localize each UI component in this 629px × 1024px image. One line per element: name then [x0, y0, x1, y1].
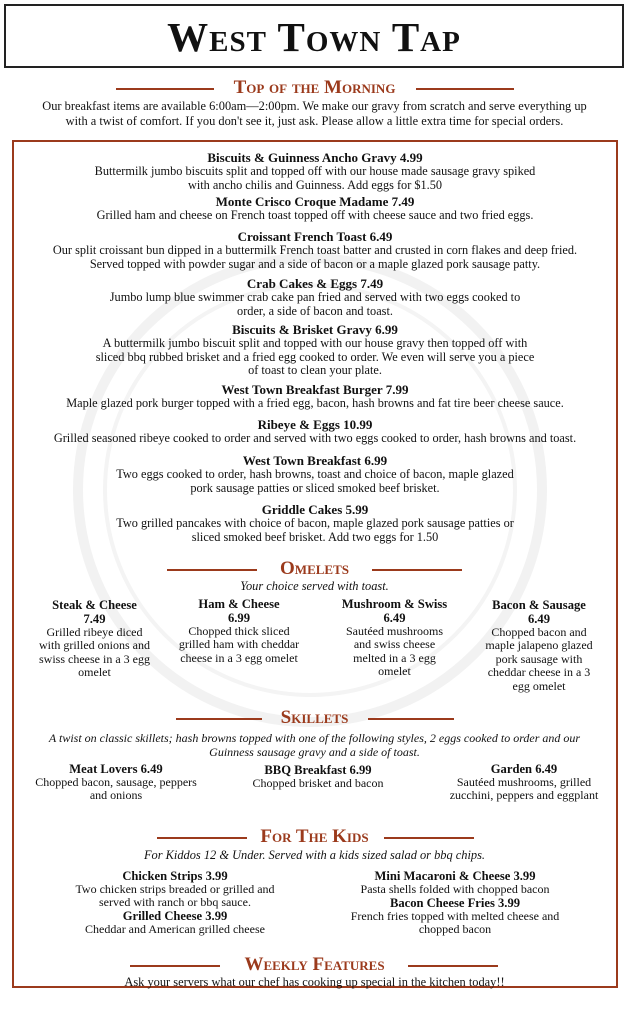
omelet-item: Ham & Cheese 6.99 Chopped thick sliced grilled ham with cheddar cheese in a 3 egg omelet: [178, 597, 300, 665]
weekly-text: Ask your servers what our chef has cooking up special in the kitchen today!!: [124, 975, 505, 989]
menu-item: West Town Breakfast Burger 7.99 Maple glazed pork burger topped with a fried egg, bacon, hash browns and fat tire beer cheese sauce.: [66, 382, 564, 410]
omelets-intro: Your choice served with toast.: [240, 579, 389, 593]
omelet-item: Bacon & Sausage 6.49 Chopped bacon and maple jalapeno glazed pork sausage with cheddar cheese in a 3 egg omelet: [485, 598, 593, 693]
section-header-omelets: Omelets: [0, 558, 629, 580]
section-header-kids: For The Kids: [0, 826, 629, 848]
morning-intro: Our breakfast items are available 6:00am—2:00pm. We make our gravy from scratch and serve everything up with a twist of comfort. If you don't see it, just ask. Please allow a little extra time for special orders.: [42, 99, 587, 128]
kids-item: Bacon Cheese Fries 3.99 French fries topped with melted cheese and chopped bacon: [350, 896, 560, 937]
kids-intro: For Kiddos 12 & Under. Served with a kids sized salad or bbq chips.: [143, 848, 486, 862]
kids-item: Chicken Strips 3.99 Two chicken strips breaded or grilled and served with ranch or bbq sauce.: [75, 869, 275, 910]
menu-item: Biscuits & Brisket Gravy 6.99 A buttermilk jumbo biscuit split and topped with our house gravy then topped off with sliced bbq rubbed brisket and a fried egg cooked to order. We even will serve you a piece of toast to clean your plate.: [95, 322, 535, 377]
menu-item: Griddle Cakes 5.99 Two grilled pancakes with choice of bacon, maple glazed pork sausage patties or sliced smoked beef brisket. Add two eggs for 1.50: [116, 502, 514, 544]
menu-item: Monte Crisco Croque Madame 7.49 Grilled ham and cheese on French toast topped off with cheese sauce and two fried eggs.: [96, 194, 534, 222]
menu-item: West Town Breakfast 6.99 Two eggs cooked to order, hash browns, toast and choice of bacon, maple glazed pork sausage patties or sliced smoked beef brisket.: [116, 453, 514, 495]
menu-item: Crab Cakes & Eggs 7.49 Jumbo lump blue swimmer crab cake pan fried and served with two eggs cooked to order, a side of bacon and toast.: [109, 276, 521, 318]
section-header-morning: Top of the Morning: [0, 77, 629, 99]
skillet-item: Garden 6.49 Sautéed mushrooms, grilled zucchini, peppers and eggplant: [449, 762, 599, 803]
kids-item: Mini Macaroni & Cheese 3.99 Pasta shells folded with chopped bacon: [360, 869, 550, 896]
skillet-item: Meat Lovers 6.49 Chopped bacon, sausage, peppers and onions: [35, 762, 197, 803]
kids-item: Grilled Cheese 3.99 Cheddar and American grilled cheese: [85, 909, 265, 936]
skillets-intro: A twist on classic skillets; hash browns topped with one of the following styles, 2 eggs cooked to order and our Guinness sausage gravy and a side of toast.: [48, 731, 581, 759]
title-box: [4, 4, 624, 68]
menu-item: Croissant French Toast 6.49 Our split croissant bun dipped in a buttermilk French toast batter and crusted in corn flakes and deep fried. Served topped with powder sugar and a side of bacon or a maple glazed pork sausage patty.: [52, 229, 578, 271]
menu-item: Ribeye & Eggs 10.99 Grilled seasoned ribeye cooked to order and served with two eggs cooked to order, hash browns and toast.: [53, 417, 577, 445]
section-header-weekly: Weekly Features: [0, 954, 629, 976]
section-header-skillets: Skillets: [0, 707, 629, 729]
omelet-item: Mushroom & Swiss 6.49 Sautéed mushrooms and swiss cheese melted in a 3 egg omelet: [341, 597, 448, 679]
menu-item: Biscuits & Guinness Ancho Gravy 4.99 Buttermilk jumbo biscuits split and topped off with our house made sausage gravy spiked with ancho chilis and Guinness. Add eggs for $1.50: [94, 150, 536, 192]
omelet-item: Steak & Cheese 7.49 Grilled ribeye diced with grilled onions and swiss cheese in a 3 egg omelet: [39, 598, 150, 680]
restaurant-title: West Town Tap: [167, 14, 461, 60]
skillet-item: BBQ Breakfast 6.99 Chopped brisket and bacon: [252, 763, 384, 790]
